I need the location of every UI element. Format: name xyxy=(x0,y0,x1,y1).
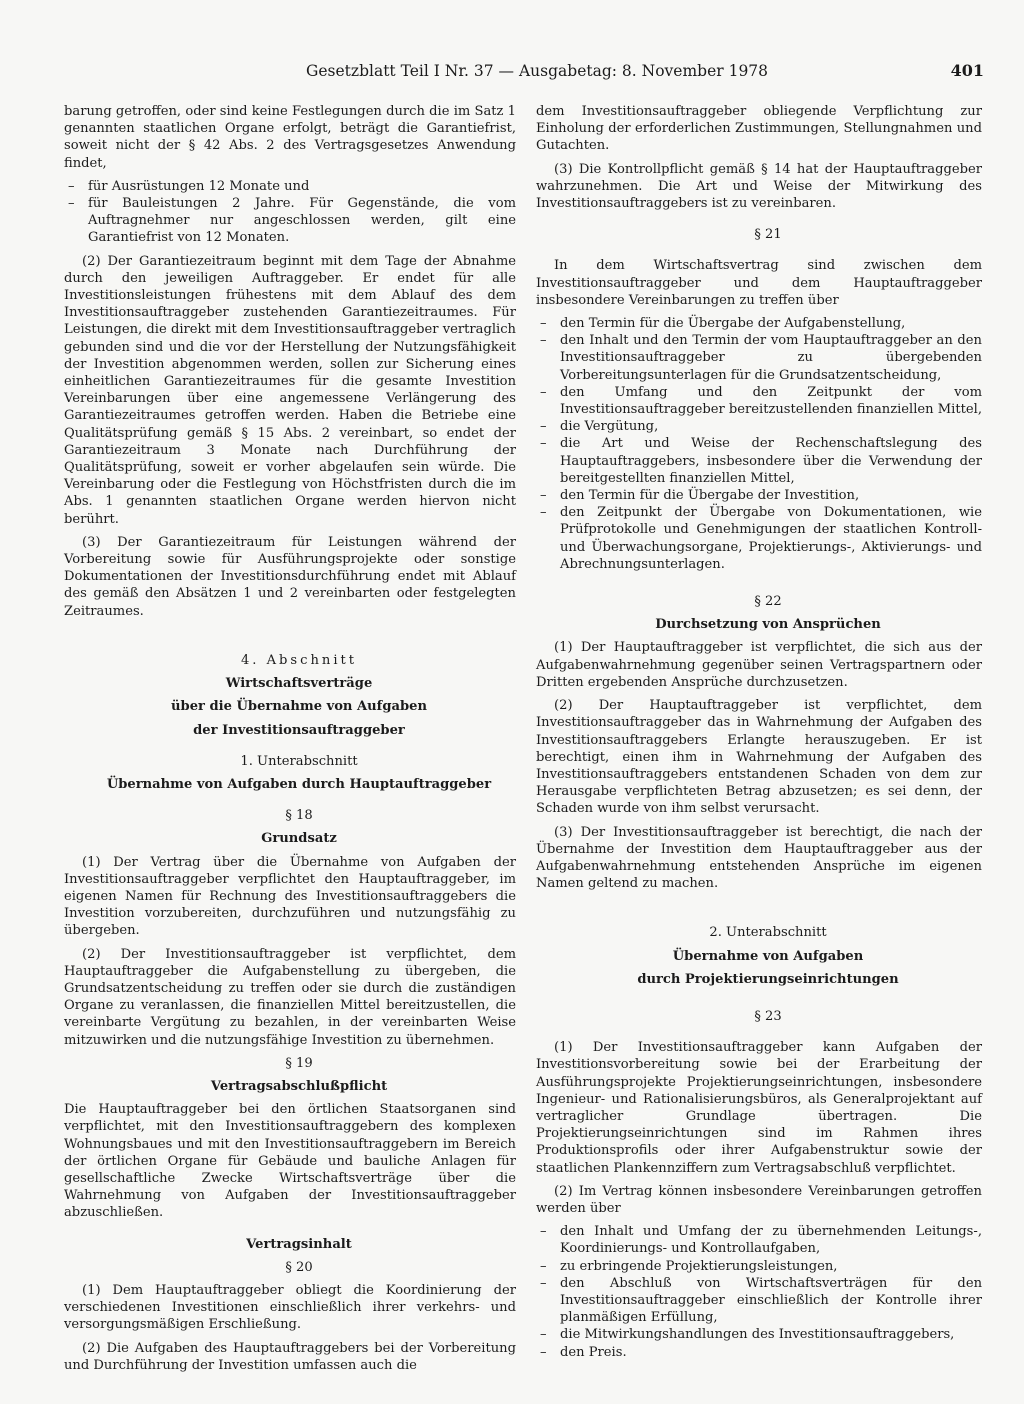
list-vereinbarungen xyxy=(536,315,982,573)
list-item: – die Mitwirkungshandlungen des Investitionsauftraggebers, xyxy=(536,1326,982,1343)
list-item: – die Vergütung, xyxy=(536,418,982,435)
paragraph: (2) Der Hauptauftraggeber ist verpflichtet, dem Investitionsauftraggeber das in Wahrnehmung der Aufgaben des Investitionsauftraggebers Erlangte herauszugeben. Er ist berechtigt, einen ihm in Wahrnehmung der Aufgaben des Investitionsauftraggebers entstandenen Schaden von dem zur Herausgabe verpflichteten Betrag abzusetzen; es sei denn, der Schaden wurde von ihm selbst verursacht. xyxy=(536,698,982,817)
paragraph: (2) Im Vertrag können insbesondere Vereinbarungen getroffen werden über xyxy=(536,1183,982,1216)
right-column xyxy=(536,103,982,1367)
paragraph-title: Grundsatz xyxy=(261,831,337,847)
paragraph-number: § 18 xyxy=(285,808,313,824)
paragraph-title: Durchsetzung von Ansprüchen xyxy=(655,617,881,633)
paragraph-number: § 21 xyxy=(754,227,782,243)
list-item: – die Art und Weise der Rechenschaftslegung des Hauptauftraggebers, insbesondere über die Verwendung der bereitgestellten finanziellen Mittel, xyxy=(536,435,982,487)
paragraph: (2) Die Aufgaben des Hauptauftraggebers bei der Vorbereitung und Durchführung der Investition umfassen auch die xyxy=(64,1340,516,1373)
paragraph: (2) Der Investitionsauftraggeber ist verpflichtet, dem Hauptauftraggeber die Aufgabenstellung zu übergeben, die Grundsatzentscheidung zu treffen oder sie durch die zuständigen Organe zu veranlassen, die finanziellen Mittel bereitzustellen, die vereinbarte Vergütung zu bezahlen, in der vereinbarten Weise mitzuwirken und die nutzungsfähige Investition zu übernehmen. xyxy=(64,946,516,1048)
section-title: über die Übernahme von Aufgaben xyxy=(171,699,427,715)
list-vertragsinhalt xyxy=(536,1223,982,1361)
subsection-title: Übernahme von Aufgaben durch Hauptauftraggeber xyxy=(106,776,492,792)
subsection-title: Übernahme von Aufgaben xyxy=(672,948,864,964)
list-item: – den Termin für die Übergabe der Aufgabenstellung, xyxy=(536,315,982,332)
page-number: 401 xyxy=(950,61,984,80)
list-item: – den Preis. xyxy=(536,1344,982,1361)
list-item: – den Zeitpunkt der Übergabe von Dokumentationen, wie Prüfprotokolle und Genehmigungen der staatlichen Kontroll- und Überwachungsorgane, Projektierungs-, Aktivierungs- und Abrechnungsunterlagen. xyxy=(536,504,982,573)
paragraph: (2) Der Garantiezeitraum beginnt mit dem Tage der Abnahme durch den jeweiligen Auftraggeber. Er endet für alle Investitionsleistungen frühestens mit dem Ablauf des dem Investitionsauftraggeber zustehenden Garantiezeitraumes. Für Leistungen, die direkt mit dem Investitionsauftraggeber vertraglich gebunden sind und die vor der Herstellung der Nutzungsfähigkeit der Investition abgenommen werden, sollen zur Sicherung eines einheitlichen Garantiezeitraumes für die gesamte Investition Vereinbarungen über eine angemessene Verlängerung des Garantiezeitraumes getroffen werden. Haben die Betriebe eine Qualitätsprüfung gemäß § 15 Abs. 2 vereinbart, so endet der Garantiezeitraum 3 Monate nach Durchführung der Qualitätsprüfung, soweit er vorher abgelaufen sein würde. Die Vereinbarung oder die Festlegung von Höchstfristen durch die im Abs. 1 genannten staatlichen Organe werden hiervon nicht berührt. xyxy=(64,253,516,527)
paragraph-title: Vertragsabschlußpflicht xyxy=(210,1078,388,1094)
paragraph-number: § 22 xyxy=(754,594,782,610)
list-item: – den Abschluß von Wirtschaftsverträgen für den Investitionsauftraggeber einschließlich der Kontrolle ihrer planmäßigen Erfüllung, xyxy=(536,1275,982,1327)
list-item: – für Bauleistungen 2 Jahre. Für Gegenstände, die vom Auftragnehmer nur angeschlossen werden, gilt eine Garantiefrist von 12 Monaten. xyxy=(64,195,516,247)
header-title: Gesetzblatt Teil I Nr. 37 — Ausgabetag: 8. November 1978 xyxy=(306,62,769,80)
left-column xyxy=(64,103,516,1380)
paragraph: (3) Der Investitionsauftraggeber ist berechtigt, die nach der Übernahme der Investition dem Hauptauftraggeber aus der Aufgabenwahrnehmung entstehenden Ansprüche im eigenen Namen geltend zu machen. xyxy=(536,824,982,892)
paragraph: dem Investitionsauftraggeber obliegende Verpflichtung zur Einholung der erforderlichen Zustimmungen, Stellungnahmen und Gutachten. xyxy=(536,104,982,154)
paragraph: (1) Der Investitionsauftraggeber kann Aufgaben der Investitionsvorbereitung sowie bei der Erarbeitung der Ausführungsprojekte Projektierungseinrichtungen, insbesondere Ingenieur- und Rationalisierungsbüros, als Generalprojektant auf vertraglicher Grundlage übertragen. Die Projektierungseinrichtungen sind im Rahmen ihres Produktionsprofils oder ihrer Aufgabenstruktur sowie der staatlichen Plankennziffern zum Vertragsabschluß verpflichtet. xyxy=(536,1040,982,1176)
paragraph: (3) Der Garantiezeitraum für Leistungen während der Vorbereitung sowie für Ausführungsprojekte oder sonstige Dokumentationen der Investitionsdurchführung endet mit Ablauf des gemäß den Absätzen 1 und 2 vereinbarten oder festgelegten Zeitraumes. xyxy=(64,534,516,619)
paragraph: (1) Der Vertrag über die Übernahme von Aufgaben der Investitionsauftraggeber verpflichtet den Hauptauftraggeber, im eigenen Namen für Rechnung des Investitionsauftraggebers die Investition vorzubereiten, durchzuführen und nutzungsfähig zu übergeben. xyxy=(64,854,516,939)
paragraph: (3) Die Kontrollpflicht gemäß § 14 hat der Hauptauftraggeber wahrzunehmen. Die Art und Weise der Mitwirkung des Investitionsauftraggebers ist zu vereinbaren. xyxy=(536,161,982,212)
subsection-heading: 2. Unterabschnitt xyxy=(709,925,827,941)
paragraph: (1) Der Hauptauftraggeber ist verpflichtet, die sich aus der Aufgabenwahrnehmung gegenüber seinen Vertragspartnern oder Dritten ergebenden Ansprüche durchzusetzen. xyxy=(536,640,982,690)
section-title: Wirtschaftsverträge xyxy=(225,676,373,692)
list-item: – für Ausrüstungen 12 Monate und xyxy=(64,178,516,195)
list-item: – den Umfang und den Zeitpunkt der vom Investitionsauftraggeber bereitzustellenden finanziellen Mittel, xyxy=(536,384,982,418)
section-title: der Investitionsauftraggeber xyxy=(193,722,405,738)
paragraph: (1) Dem Hauptauftraggeber obliegt die Koordinierung der verschiedenen Investitionen einschließlich ihrer verkehrs- und versorgungsmäßigen Erschließung. xyxy=(64,1282,516,1333)
list-item: – zu erbringende Projektierungsleistungen, xyxy=(536,1258,982,1275)
paragraph-title: Vertragsinhalt xyxy=(246,1236,352,1252)
paragraph: In dem Wirtschaftsvertrag sind zwischen dem Investitionsauftraggeber und dem Hauptauftraggeber insbesondere Vereinbarungen zu treffen über xyxy=(536,258,982,308)
list-item: – den Inhalt und den Termin der vom Hauptauftraggeber an den Investitionsauftraggeber zu übergebenden Vorbereitungsunterlagen für die Grundsatzentscheidung, xyxy=(536,332,982,384)
list-item: – den Inhalt und Umfang der zu übernehmenden Leitungs-, Koordinierungs- und Kontrollaufgaben, xyxy=(536,1223,982,1257)
section-heading: 4. Abschnitt xyxy=(240,652,358,668)
list-garantiefrist xyxy=(64,178,516,247)
subsection-title: durch Projektierungseinrichtungen xyxy=(637,971,899,987)
paragraph-number: § 23 xyxy=(754,1008,782,1024)
paragraph: barung getroffen, oder sind keine Festlegungen durch die im Satz 1 genannten staatlichen Organe erfolgt, beträgt die Garantiefrist, soweit nicht der § 42 Abs. 2 des Vertragsgesetzes Anwendung findet, xyxy=(64,104,516,171)
subsection-heading: 1. Unterabschnitt xyxy=(240,753,358,769)
paragraph: Die Hauptauftraggeber bei den örtlichen Staatsorganen sind verpflichtet, mit den Investitionsauftraggebern des komplexen Wohnungsbaues und mit den Investitionsauftraggebern im Bereich der örtlichen Organe für Gebäude und bauliche Anlagen für gesellschaftliche Zwecke Wirtschaftsverträge über die Wahrnehmung von Aufgaben der Investitionsauftraggeber abzuschließen. xyxy=(64,1102,516,1221)
list-item: – den Termin für die Übergabe der Investition, xyxy=(536,487,982,504)
paragraph-number: § 20 xyxy=(285,1259,313,1275)
paragraph-number: § 19 xyxy=(285,1055,313,1071)
